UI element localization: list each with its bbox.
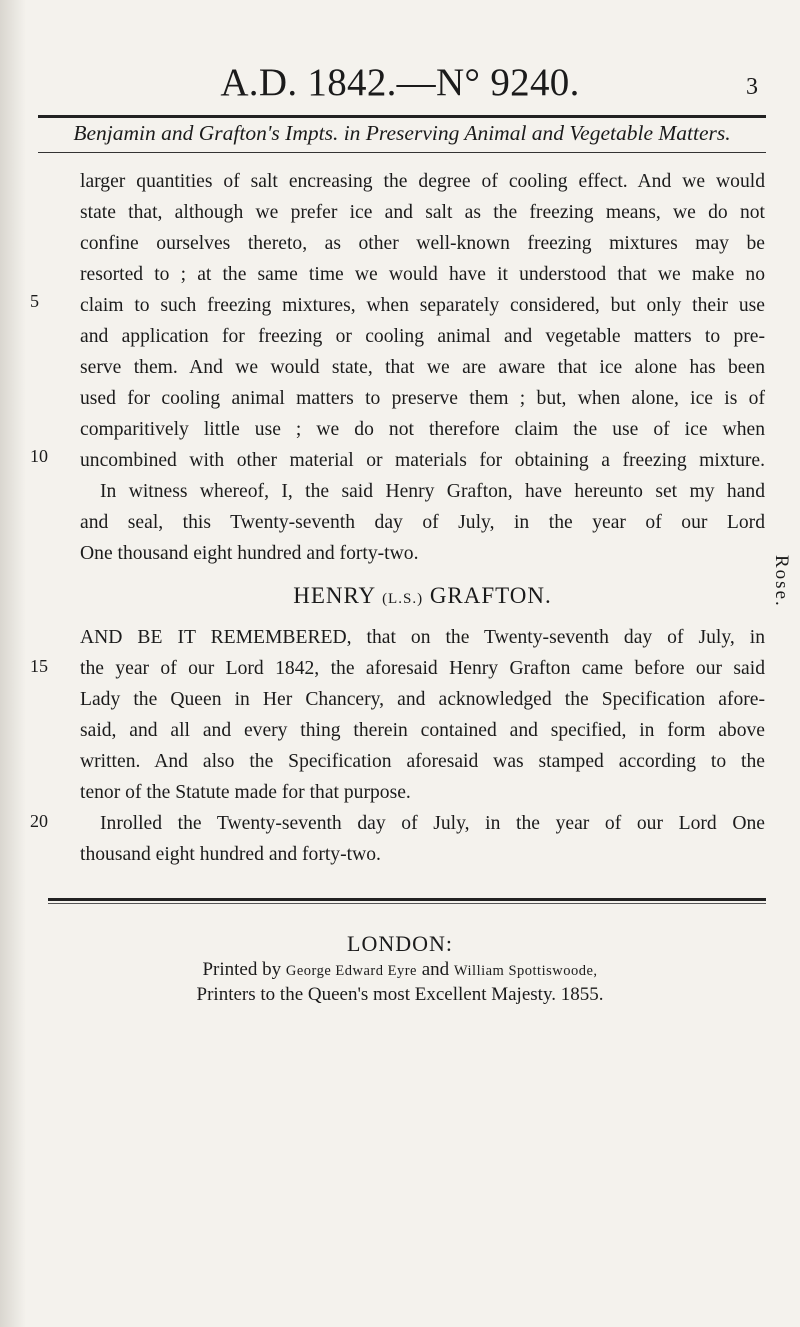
signature-last: GRAFTON. (429, 583, 552, 608)
line-number: 5 (30, 291, 39, 311)
running-title: Benjamin and Grafton's Impts. in Preserving Animal and Vegetable Matters. (73, 121, 731, 145)
text-line: One thousand eight hundred and forty-two. (80, 543, 419, 564)
footer-rule-thin (48, 903, 766, 904)
text-line: state that, although we prefer ice and salt as the freezing means, we do not (80, 202, 765, 223)
text-line: Lady the Queen in Her Chancery, and acknowledged the Specification afore- (80, 689, 765, 710)
signature-line (80, 580, 765, 611)
imprint-printers-to: Printers to the Queen's most Excellent Majesty. 1855. (196, 984, 604, 1005)
text-line: larger quantities of salt encreasing the degree of cooling effect. And we would (80, 171, 765, 192)
text-line: AND BE IT REMEMBERED, that on the Twenty-seventh day of July, in (80, 627, 765, 648)
running-title-rule (38, 152, 766, 153)
specification-text (80, 166, 765, 870)
text-line: and application for freezing or cooling animal and vegetable matters to pre- (80, 326, 765, 347)
text-line: serve them. And we would state, that we are aware that ice alone has been (80, 357, 765, 378)
text-line: tenor of the Statute made for that purpose. (80, 782, 411, 803)
text-line: claim to such freezing mixtures, when separately considered, but only their use (80, 295, 765, 316)
line-number: 15 (30, 656, 48, 676)
text-line: the year of our Lord 1842, the aforesaid Henry Grafton came before our said (80, 658, 765, 679)
text-line: resorted to ; at the same time we would have it understood that we make no (80, 264, 765, 285)
text-line: Inrolled the Twenty-seventh day of July, in the year of our Lord One (100, 813, 765, 834)
imprint-printer2: William Spottiswoode, (453, 963, 598, 979)
page-title: A.D. 1842.—N° 9240. (220, 61, 580, 104)
text-line: and seal, this Twenty-seventh day of July, in the year of our Lord (80, 512, 765, 533)
text-line: written. And also the Specification aforesaid was stamped according to the (80, 751, 765, 772)
text-line: comparitively little use ; we do not therefore claim the use of ice when (80, 419, 765, 440)
text-line: confine ourselves thereto, as other well-known freezing mixtures may be (80, 233, 765, 254)
margin-note: Rose. (771, 555, 792, 608)
signature-first: HENRY (293, 583, 376, 608)
printer-imprint (40, 930, 760, 1007)
page-number: 3 (746, 74, 758, 100)
text-line: thousand eight hundred and forty-two. (80, 844, 381, 865)
line-number: 10 (30, 446, 48, 466)
imprint-and: and (421, 959, 450, 980)
seal-mark: (L.S.) (382, 591, 424, 607)
text-line: said, and all and every thing therein contained and specified, in form above (80, 720, 765, 741)
page-edge-shadow (0, 0, 26, 1327)
imprint-city: LONDON: (347, 931, 453, 956)
text-line: uncombined with other material or materials for obtaining a freezing mixture. (80, 450, 765, 471)
line-number: 20 (30, 811, 48, 831)
footer-rule (48, 898, 766, 901)
page-header (40, 60, 760, 110)
text-line: In witness whereof, I, the said Henry Grafton, have hereunto set my hand (100, 481, 765, 502)
text-line: used for cooling animal matters to preserve them ; but, when alone, ice is of (80, 388, 765, 409)
header-rule (38, 115, 766, 118)
imprint-printer1: George Edward Eyre (285, 963, 417, 979)
imprint-printed-by (40, 958, 760, 983)
imprint-prefix: Printed by (202, 959, 282, 980)
